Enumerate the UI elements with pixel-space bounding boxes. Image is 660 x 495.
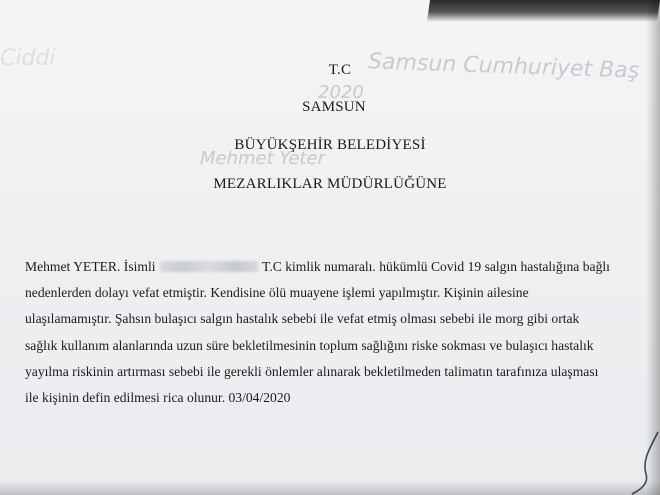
heading-city: SAMSUN bbox=[302, 99, 366, 115]
scan-edge-corner bbox=[427, 0, 660, 22]
body-line-1-start: Mehmet YETER. İsimli bbox=[25, 259, 159, 274]
body-line-6: ile kişinin defin edilmesi rica olunur. 03/04/2020 bbox=[25, 390, 291, 406]
body-line-3: ulaşılamamıştır. Şahsın bulaşıcı salgın hastalık sebebi ile vefat etmiş olması sebebi ile morg gibi ortak bbox=[25, 311, 580, 327]
show-through-handwriting: Mehmet Yeter bbox=[200, 148, 326, 169]
show-through-handwriting: 2020 bbox=[318, 82, 364, 103]
show-through-handwriting: Ciddi bbox=[0, 46, 56, 71]
heading-directorate: MEZARLIKLAR MÜDÜRLÜĞÜNE bbox=[213, 176, 447, 192]
heading-municipality: BÜYÜKŞEHİR BELEDİYESİ bbox=[234, 137, 426, 153]
letter-body bbox=[25, 254, 627, 411]
body-line-2: nedenlerden dolayı vefat etmiştir. Kendisine ölü muayene işlemi yapılmıştır. Kişinin ailesine bbox=[25, 285, 529, 301]
heading-country: T.C bbox=[328, 62, 352, 78]
body-line-4: sağlık kullanım alanlarında uzun süre bekletilmesinin toplum sağlığını riske sokması ve bulaşıcı hastalık bbox=[25, 337, 594, 353]
redacted-id-number bbox=[160, 261, 258, 272]
body-line-5: yayılma riskinin artırması sebebi ile gerekli önlemler alınarak bekletilmeden talimatın tarafınıza ulaşması bbox=[25, 363, 599, 379]
scan-edge-shadow bbox=[646, 0, 660, 495]
scan-edge-shadow bbox=[0, 481, 660, 495]
body-line-1 bbox=[25, 254, 627, 280]
show-through-handwriting: Samsun Cumhuriyet Baş bbox=[367, 49, 640, 84]
body-line-1-end: T.C kimlik numaralı. hükümlü Covid 19 salgın hastalığına bağlı bbox=[258, 259, 610, 274]
